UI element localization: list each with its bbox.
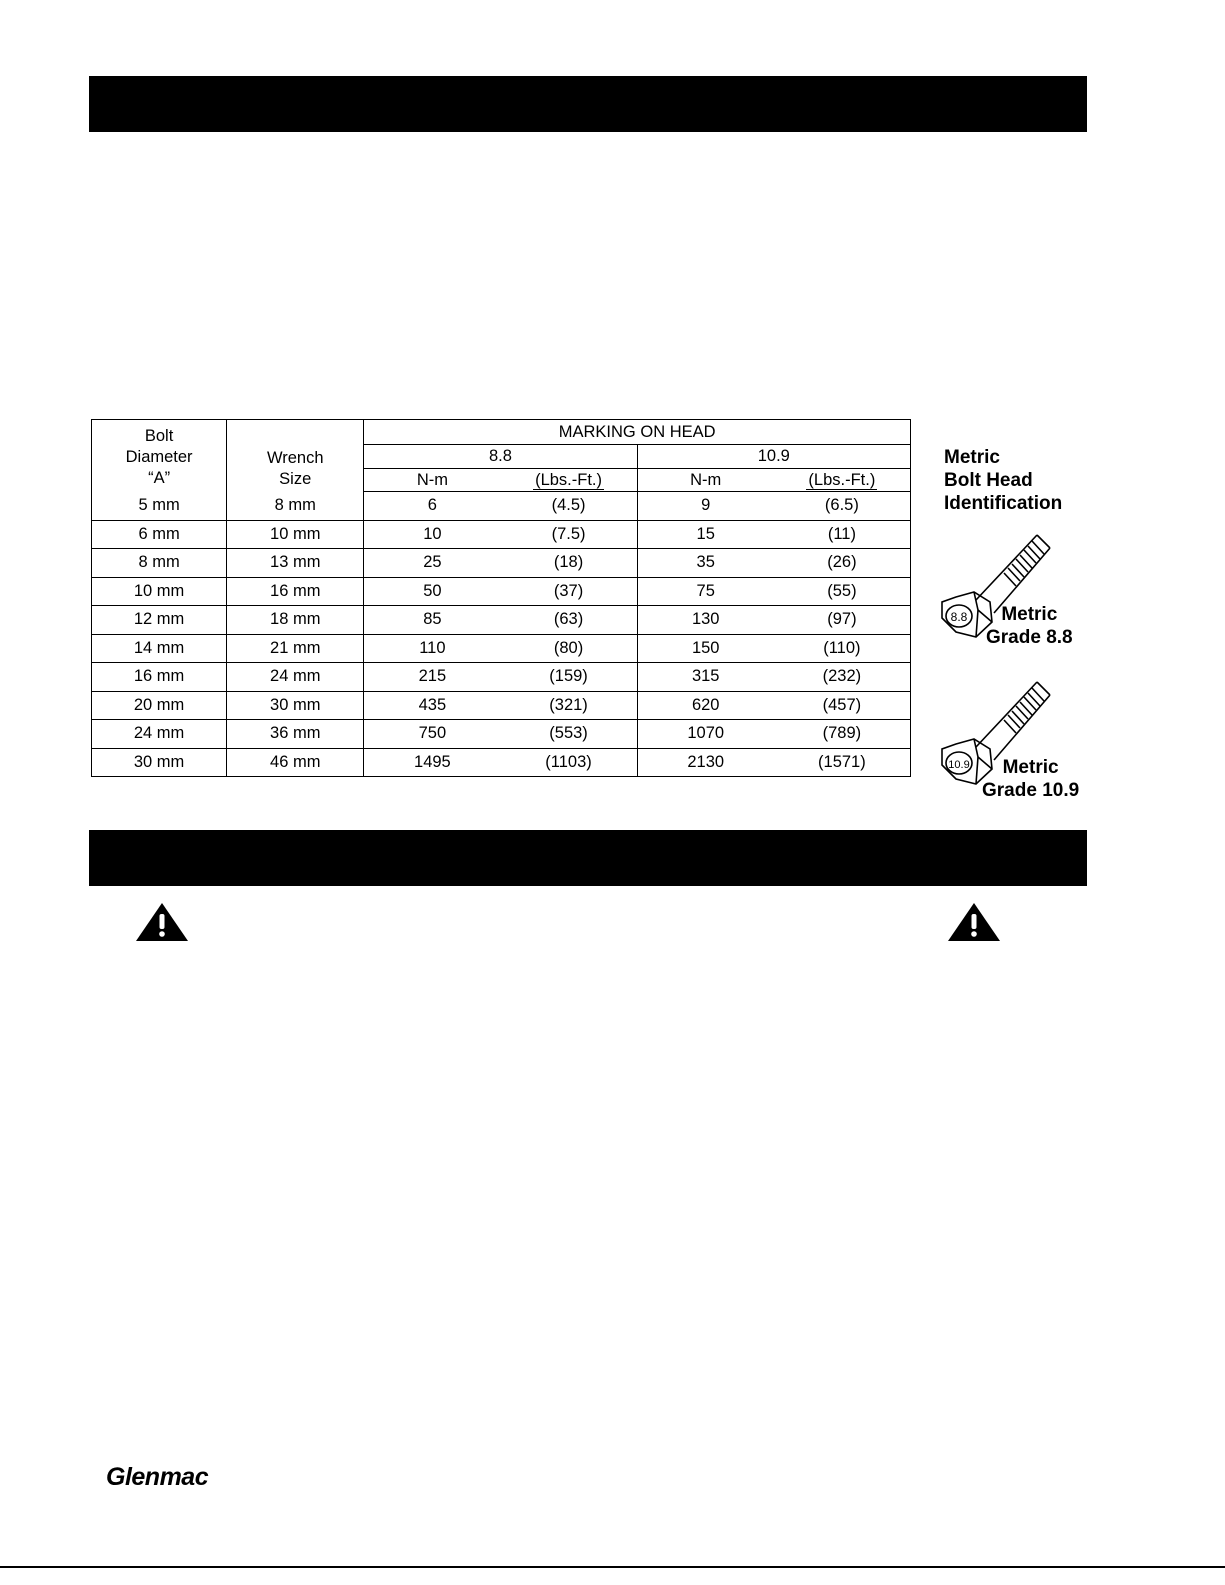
cell-g109-lbs: (110)	[774, 634, 911, 663]
table-row	[92, 691, 911, 720]
cell-g109-nm: 2130	[637, 748, 774, 777]
cell-g109-nm: 9	[637, 492, 774, 521]
grade-10-9-label: Metric Grade 10.9	[982, 757, 1080, 801]
cell-g109-nm: 150	[637, 634, 774, 663]
cell-g88-nm: 10	[364, 520, 501, 549]
section-header-bar-safety	[89, 830, 1087, 886]
cell-diameter: 6 mm	[92, 520, 227, 549]
svg-text:Glenmac: Glenmac	[106, 1463, 209, 1491]
cell-wrench: 16 mm	[227, 577, 364, 606]
cell-diameter: 24 mm	[92, 720, 227, 749]
bolt-grade-8-8-mark: 8.8	[950, 610, 968, 624]
table-row	[92, 748, 911, 777]
cell-wrench: 46 mm	[227, 748, 364, 777]
cell-g109-lbs: (97)	[774, 606, 911, 635]
cell-g88-nm: 6	[364, 492, 501, 521]
header-marking-on-head: MARKING ON HEAD	[364, 420, 911, 445]
cell-g109-lbs: (232)	[774, 663, 911, 692]
cell-diameter: 14 mm	[92, 634, 227, 663]
table-row	[92, 549, 911, 578]
grade-8-8-label: Metric Grade 8.8	[986, 604, 1073, 648]
cell-g88-lbs: (4.5)	[500, 492, 637, 521]
cell-wrench: 8 mm	[227, 492, 364, 521]
cell-g88-lbs: (321)	[500, 691, 637, 720]
cell-g88-nm: 1495	[364, 748, 501, 777]
cell-g109-nm: 15	[637, 520, 774, 549]
cell-g109-lbs: (457)	[774, 691, 911, 720]
cell-g109-lbs: (6.5)	[774, 492, 911, 521]
header-grade-10-9: 10.9	[637, 445, 910, 469]
table-row	[92, 606, 911, 635]
cell-g88-lbs: (1103)	[500, 748, 637, 777]
cell-g109-lbs: (789)	[774, 720, 911, 749]
table-row	[92, 634, 911, 663]
cell-wrench: 24 mm	[227, 663, 364, 692]
header-bolt-diameter: Bolt Diameter “A”	[92, 420, 227, 492]
cell-g88-lbs: (553)	[500, 720, 637, 749]
header-wrench-size: Wrench Size	[227, 420, 364, 492]
cell-diameter: 8 mm	[92, 549, 227, 578]
cell-g109-nm: 75	[637, 577, 774, 606]
cell-g109-lbs: (26)	[774, 549, 911, 578]
cell-diameter: 5 mm	[92, 492, 227, 521]
cell-g109-nm: 1070	[637, 720, 774, 749]
header-nm-8-8: N-m	[364, 469, 501, 492]
cell-wrench: 30 mm	[227, 691, 364, 720]
cell-g88-lbs: (18)	[500, 549, 637, 578]
table-row	[92, 520, 911, 549]
header-lbs-10-9: (Lbs.-Ft.)	[774, 469, 911, 492]
cell-g109-nm: 130	[637, 606, 774, 635]
bolt-grade-10-9-mark: 10.9	[948, 759, 970, 771]
cell-g88-lbs: (63)	[500, 606, 637, 635]
cell-diameter: 20 mm	[92, 691, 227, 720]
cell-wrench: 36 mm	[227, 720, 364, 749]
cell-g109-lbs: (11)	[774, 520, 911, 549]
cell-g109-nm: 620	[637, 691, 774, 720]
warning-triangle-icon	[135, 902, 189, 942]
cell-wrench: 18 mm	[227, 606, 364, 635]
table-row	[92, 720, 911, 749]
cell-diameter: 16 mm	[92, 663, 227, 692]
cell-g88-nm: 85	[364, 606, 501, 635]
cell-g109-nm: 315	[637, 663, 774, 692]
cell-g88-nm: 25	[364, 549, 501, 578]
cell-g109-lbs: (55)	[774, 577, 911, 606]
cell-wrench: 13 mm	[227, 549, 364, 578]
header-grade-8-8: 8.8	[364, 445, 637, 469]
cell-wrench: 21 mm	[227, 634, 364, 663]
metric-torque-table	[91, 419, 911, 777]
cell-g88-nm: 50	[364, 577, 501, 606]
page-bottom-rule	[0, 1566, 1225, 1568]
cell-g88-lbs: (37)	[500, 577, 637, 606]
cell-g88-nm: 215	[364, 663, 501, 692]
cell-g88-nm: 435	[364, 691, 501, 720]
cell-g88-lbs: (7.5)	[500, 520, 637, 549]
cell-wrench: 10 mm	[227, 520, 364, 549]
cell-diameter: 12 mm	[92, 606, 227, 635]
cell-g88-nm: 110	[364, 634, 501, 663]
cell-diameter: 30 mm	[92, 748, 227, 777]
table-row	[92, 492, 911, 521]
cell-g88-lbs: (80)	[500, 634, 637, 663]
cell-g109-lbs: (1571)	[774, 748, 911, 777]
warning-triangle-icon	[947, 902, 1001, 942]
bolt-head-identification-title: Metric Bolt Head Identification	[944, 447, 1063, 514]
table-row	[92, 663, 911, 692]
header-nm-10-9: N-m	[637, 469, 774, 492]
cell-g109-nm: 35	[637, 549, 774, 578]
section-header-bar-top	[89, 76, 1087, 132]
glenmac-logo	[104, 1461, 224, 1491]
cell-diameter: 10 mm	[92, 577, 227, 606]
header-lbs-8-8: (Lbs.-Ft.)	[500, 469, 637, 492]
cell-g88-nm: 750	[364, 720, 501, 749]
table-row	[92, 577, 911, 606]
cell-g88-lbs: (159)	[500, 663, 637, 692]
